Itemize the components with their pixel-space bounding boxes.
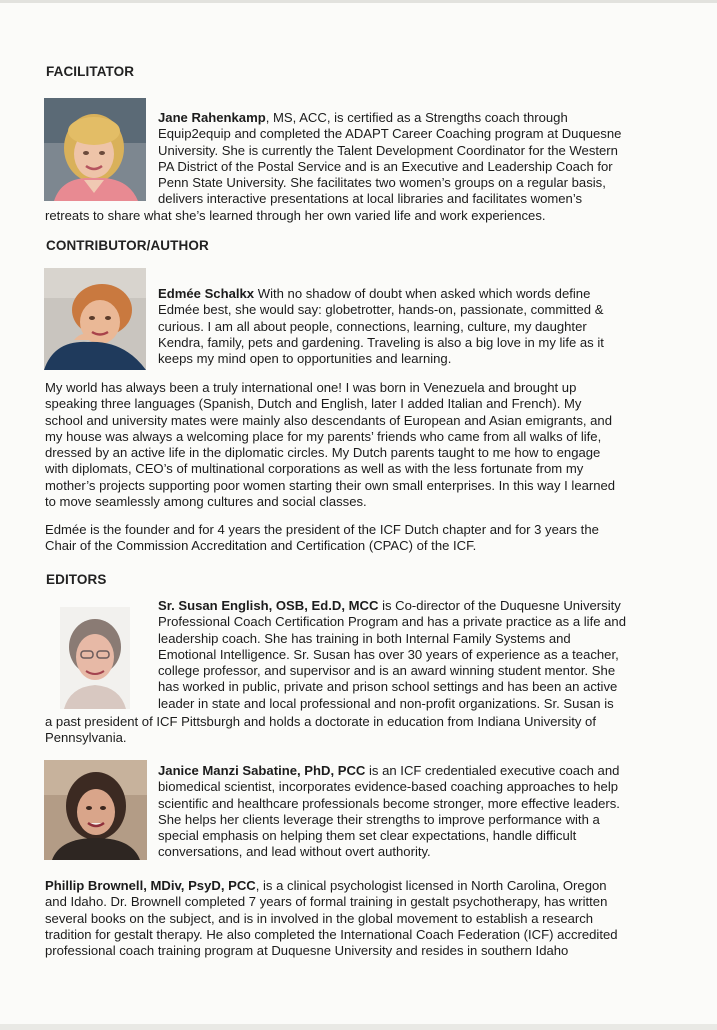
editor-3-name: Phillip Brownell, MDiv, PsyD, PCC — [45, 878, 256, 893]
bio-line: is Co-director of the Duquesne University — [378, 598, 621, 613]
bio-line: Edmée best, she would say: globetrotter, hands-on, passionate, committed & — [158, 302, 604, 318]
bio-line: has worked in public, private and prison school settings and has been an active — [158, 679, 618, 695]
editor-1-name: Sr. Susan English, OSB, Ed.D, MCC — [158, 598, 379, 613]
text-line: speaking three languages (Spanish, Dutch and English, later I added Italian and French). My — [45, 396, 582, 412]
editor-2-photo — [44, 760, 147, 860]
bio-line: Penn State University. She facilitates two women’s groups on a regular basis, — [158, 175, 606, 191]
bio-line: biomedical scientist, incorporates evidence-based coaching approaches to help — [158, 779, 619, 795]
facilitator-bio — [158, 110, 678, 208]
bio-line: college professor, and supervisor and is an award winning student mentor. She — [158, 663, 616, 679]
bio-line: With no shadow of doubt when asked which words define — [254, 286, 591, 301]
facilitator-bio-tail: retreats to share what she’s learned through her own varied life and work experiences. — [45, 208, 546, 223]
bio-line: leader in state and local professional and non-profit organizations. Sr. Susan is — [158, 695, 614, 711]
text-line: mother’s projects supporting poor women starting their own small enterprises. In this way I learned — [45, 477, 616, 493]
editor-1-bio — [158, 598, 688, 712]
contributor-heading: CONTRIBUTOR/AUTHOR — [46, 238, 209, 253]
text-line: to move seamlessly among cultures and social classes. — [45, 494, 367, 510]
facilitator-heading: FACILITATOR — [46, 64, 135, 79]
text-line: My world has always been a truly international one! I was born in Venezuela and brought up — [45, 380, 577, 395]
text-line: school and university mates were mainly also descendants of European and Asian emigrants, and — [45, 412, 612, 428]
bio-line: delivers interactive presentations at local libraries and facilitates women’s — [158, 191, 583, 207]
contributor-photo — [44, 268, 146, 370]
bio-line: Equip2equip and completed the ADAPT Career Coaching program at Duquesne — [158, 126, 622, 142]
text-line: dressed by an active life in the diplomatic circles. My Dutch parents taught to me how to engage — [45, 445, 601, 461]
bio-line: Kendra, family, pets and gardening. Traveling is also a big love in my life as it — [158, 334, 604, 350]
bio-line: keeps my mind open to opportunities and learning. — [158, 351, 452, 367]
bio-line: tradition for gestalt therapy. He also completed the International Coach Federation (ICF) accredited — [45, 926, 618, 942]
bio-line: several books on the subject, and is in involved in the global movement to establish a research — [45, 910, 594, 926]
contributor-name: Edmée Schalkx — [158, 286, 255, 301]
contributor-paragraph-2 — [45, 380, 685, 510]
text-line: Pennsylvania. — [45, 730, 127, 746]
text-line: Edmée is the founder and for 4 years the president of the ICF Dutch chapter and for 3 years the — [45, 522, 599, 537]
bio-line: and Idaho. Dr. Brownell completed 7 years of formal training in gestalt psychotherapy, has written — [45, 894, 608, 910]
text-line: a past president of ICF Pittsburgh and holds a doctorate in education from Indiana University of — [45, 714, 596, 729]
bio-line: University. She is currently the Talent Development Coordinator for the Western — [158, 142, 618, 158]
facilitator-photo — [44, 98, 146, 201]
contributor-bio — [158, 286, 678, 367]
bio-line: Professional Coach Certification Program and has a private practice as a life and — [158, 614, 626, 630]
text-line: my house was always a welcoming place for my parents’ friends who came from all walks of life, — [45, 428, 602, 444]
bio-line: She helps her clients leverage their strengths to improve performance with a — [158, 811, 600, 827]
bio-line: professional coach training program at Duquesne University and resides in southern Idaho — [45, 943, 569, 959]
scan-edge-bottom — [0, 1024, 717, 1030]
facilitator-name: Jane Rahenkamp — [158, 110, 266, 125]
editor-3-bio — [45, 878, 705, 959]
bio-line: scientific and healthcare professionals become stronger, more effective leaders. — [158, 795, 620, 811]
editors-heading: EDITORS — [46, 572, 107, 587]
bio-line: PA District of the Postal Service and is an Executive and Leadership Coach for — [158, 158, 613, 174]
bio-line: leadership coach. She has training in both Internal Family Systems and — [158, 630, 571, 646]
text-line: with diplomats, CEO’s of multinational corporations as well as with the less fortunate from my — [45, 461, 584, 477]
text-line: Chair of the Commission Accreditation and Certification (CPAC) of the ICF. — [45, 538, 477, 554]
bio-line: conversations, and lead without overt authority. — [158, 844, 431, 860]
bio-line: curious. I am all about people, connections, learning, culture, my daughter — [158, 318, 587, 334]
editor-1-bio-tail — [45, 714, 705, 747]
editor-1-photo — [60, 607, 130, 709]
bio-line: is an ICF credentialed executive coach and — [365, 763, 620, 778]
bio-line: , is a clinical psychologist licensed in North Carolina, Oregon — [255, 878, 607, 893]
contributor-paragraph-3 — [45, 522, 685, 555]
editor-2-bio — [158, 763, 688, 861]
scan-edge-top — [0, 0, 717, 3]
editor-2-name: Janice Manzi Sabatine, PhD, PCC — [158, 763, 366, 778]
bio-line: Emotional Intelligence. Sr. Susan has over 30 years of experience as a teacher, — [158, 646, 619, 662]
bio-line: , MS, ACC, is certified as a Strengths coach through — [265, 110, 568, 125]
bio-line: special emphasis on helping them set clear expectations, handle difficult — [158, 828, 577, 844]
